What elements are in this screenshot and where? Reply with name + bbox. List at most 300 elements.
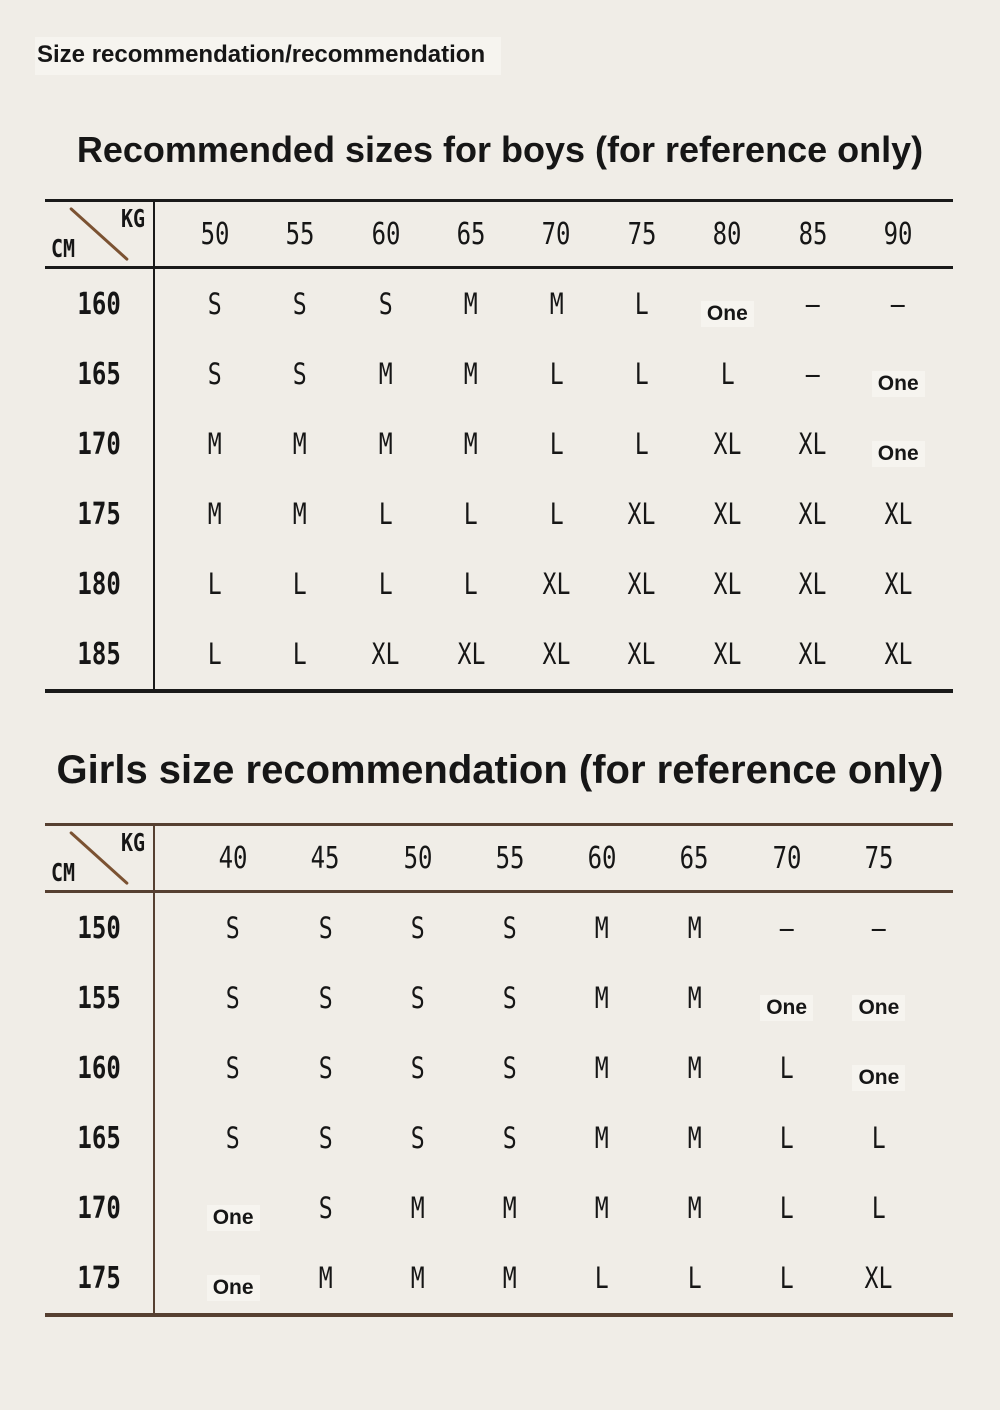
size-value: L (207, 567, 222, 601)
cm-row-label (45, 269, 155, 339)
size-cell (599, 409, 684, 479)
corner-cell (45, 202, 155, 266)
size-cell (257, 479, 342, 549)
size-cell (833, 1033, 925, 1103)
size-value: L (687, 1261, 702, 1295)
diagonal-divider-line (69, 831, 129, 885)
size-value: M (410, 1191, 425, 1225)
size-value: M (687, 1121, 702, 1155)
kg-column-header (372, 826, 464, 890)
size-value: L (779, 1051, 794, 1085)
size-value: M (502, 1191, 517, 1225)
size-value: M (595, 1121, 610, 1155)
size-value: XL (798, 637, 827, 671)
size-cell (685, 479, 770, 549)
kg-column-value: 50 (403, 840, 433, 876)
table-row (45, 1033, 953, 1103)
size-value: M (687, 981, 702, 1015)
size-value: XL (542, 637, 571, 671)
size-value: M (687, 1191, 702, 1225)
size-value: XL (713, 427, 742, 461)
size-cell (464, 1173, 556, 1243)
size-value: – (871, 911, 886, 945)
size-cell (172, 269, 257, 339)
kg-column-header (343, 202, 428, 266)
kg-column-value: 45 (310, 840, 340, 876)
size-cell (599, 479, 684, 549)
size-cell (741, 963, 833, 1033)
kg-column-header (685, 202, 770, 266)
size-value: L (378, 497, 393, 531)
size-value: L (720, 357, 735, 391)
row-cells (155, 1173, 953, 1243)
cm-row-label (45, 1243, 155, 1313)
size-value: XL (713, 497, 742, 531)
size-cell (464, 963, 556, 1033)
size-value: L (779, 1121, 794, 1155)
size-cell (770, 619, 855, 689)
size-cell (372, 1173, 464, 1243)
size-cell (833, 1243, 925, 1313)
size-value: XL (457, 637, 485, 671)
cm-row-value: 165 (77, 1120, 121, 1156)
size-value: L (871, 1191, 886, 1225)
cm-row-value: 175 (77, 496, 121, 532)
size-value: M (293, 427, 308, 461)
size-cell (514, 619, 599, 689)
table-row (45, 963, 953, 1033)
size-value: S (410, 1051, 425, 1085)
row-cells (155, 1103, 953, 1173)
size-cell (257, 409, 342, 479)
table-row (45, 1103, 953, 1173)
size-cell (685, 269, 770, 339)
size-cell (428, 619, 513, 689)
size-cell (187, 1173, 279, 1243)
size-value: M (207, 427, 222, 461)
row-cells (155, 1033, 953, 1103)
size-cell (428, 269, 513, 339)
size-cell (172, 339, 257, 409)
size-cell (172, 479, 257, 549)
size-cell (856, 479, 941, 549)
cm-row-label (45, 339, 155, 409)
size-cell (685, 619, 770, 689)
size-value: XL (798, 497, 827, 531)
size-cell (187, 1103, 279, 1173)
size-value: S (318, 981, 333, 1015)
row-cells (155, 549, 953, 619)
table-row (45, 339, 953, 409)
size-value: – (779, 911, 794, 945)
size-cell (187, 1243, 279, 1313)
size-cell (599, 549, 684, 619)
size-cell (187, 963, 279, 1033)
size-cell (257, 549, 342, 619)
size-value: One (207, 1275, 260, 1301)
size-cell (428, 549, 513, 619)
size-cell (648, 1033, 740, 1103)
size-value: S (318, 1191, 333, 1225)
size-value: S (502, 911, 517, 945)
size-value: S (318, 1051, 333, 1085)
size-cell (770, 269, 855, 339)
size-cell (770, 479, 855, 549)
size-cell (556, 963, 648, 1033)
size-value: One (872, 441, 925, 467)
size-value: L (207, 637, 222, 671)
header-cells (155, 826, 953, 890)
size-cell (833, 1173, 925, 1243)
size-cell (257, 339, 342, 409)
size-value: M (464, 287, 479, 321)
size-value: S (226, 981, 241, 1015)
kg-column-header (464, 826, 556, 890)
size-cell (648, 1243, 740, 1313)
size-cell (257, 269, 342, 339)
size-value: One (207, 1205, 260, 1231)
size-value: S (226, 1051, 241, 1085)
size-value: S (502, 1121, 517, 1155)
size-value: L (634, 427, 649, 461)
kg-column-header (833, 826, 925, 890)
size-cell (685, 549, 770, 619)
table-header-row (45, 826, 953, 893)
cm-row-value: 150 (77, 910, 121, 946)
kg-axis-label: KG (120, 828, 145, 857)
table-row (45, 1173, 953, 1243)
size-cell (372, 893, 464, 963)
size-value: M (687, 1051, 702, 1085)
size-cell (172, 409, 257, 479)
size-value: XL (798, 427, 827, 461)
boys-table-title: Recommended sizes for boys (for reference only) (76, 129, 924, 170)
row-cells (155, 893, 953, 963)
cm-row-label (45, 409, 155, 479)
size-cell (599, 339, 684, 409)
size-cell (741, 1033, 833, 1103)
cm-row-label (45, 1173, 155, 1243)
size-cell (514, 549, 599, 619)
kg-column-value: 75 (864, 840, 894, 876)
boys-size-table (45, 199, 953, 693)
table-row (45, 549, 953, 619)
diagonal-divider-line (69, 207, 129, 261)
size-value: M (318, 1261, 333, 1295)
kg-column-header (556, 826, 648, 890)
size-cell (833, 963, 925, 1033)
cm-row-label (45, 963, 155, 1033)
cm-axis-label: CM (51, 858, 76, 887)
kg-column-value: 55 (495, 840, 525, 876)
size-cell (770, 339, 855, 409)
size-cell (343, 479, 428, 549)
size-value: XL (627, 497, 656, 531)
kg-column-value: 40 (218, 840, 248, 876)
size-cell (556, 1033, 648, 1103)
cm-row-label (45, 1103, 155, 1173)
size-value: One (852, 1065, 905, 1091)
size-cell (279, 893, 371, 963)
size-value: S (226, 911, 241, 945)
size-value: L (779, 1261, 794, 1295)
size-value: XL (542, 567, 571, 601)
size-cell (464, 893, 556, 963)
size-value: L (634, 287, 649, 321)
size-cell (648, 1173, 740, 1243)
size-cell (685, 409, 770, 479)
kg-column-header (279, 826, 371, 890)
table-row (45, 1243, 953, 1313)
size-cell (741, 1103, 833, 1173)
kg-column-header (856, 202, 941, 266)
kg-column-header (741, 826, 833, 890)
header-cells (155, 202, 953, 266)
size-value: S (502, 1051, 517, 1085)
size-value: XL (884, 497, 913, 531)
size-value: XL (864, 1261, 893, 1295)
size-cell (428, 339, 513, 409)
size-value: S (226, 1121, 241, 1155)
table-row (45, 409, 953, 479)
size-value: L (549, 497, 564, 531)
cm-axis-label: CM (51, 234, 76, 263)
size-value: M (595, 1051, 610, 1085)
size-value: M (464, 357, 479, 391)
size-cell (372, 963, 464, 1033)
size-cell (514, 409, 599, 479)
size-cell (343, 409, 428, 479)
size-cell (556, 893, 648, 963)
table-header-row (45, 202, 953, 269)
size-cell (741, 1243, 833, 1313)
size-value: S (502, 981, 517, 1015)
corner-cell (45, 826, 155, 890)
size-cell (343, 619, 428, 689)
size-value: XL (371, 637, 400, 671)
size-value: – (805, 287, 820, 321)
cm-row-value: 170 (77, 1190, 121, 1226)
size-cell (741, 893, 833, 963)
size-value: L (464, 497, 479, 531)
kg-column-value: 80 (712, 216, 742, 252)
size-value: XL (798, 567, 827, 601)
size-value: S (410, 981, 425, 1015)
size-value: XL (884, 637, 913, 671)
size-cell (372, 1103, 464, 1173)
row-cells (155, 339, 953, 409)
size-cell (514, 339, 599, 409)
cm-row-value: 175 (77, 1260, 121, 1296)
size-value: XL (713, 567, 742, 601)
size-cell (428, 409, 513, 479)
cm-row-value: 185 (77, 636, 121, 672)
cm-row-label (45, 893, 155, 963)
size-cell (343, 269, 428, 339)
kg-column-value: 60 (371, 216, 401, 252)
size-cell (856, 549, 941, 619)
kg-column-value: 85 (798, 216, 828, 252)
size-cell (648, 1103, 740, 1173)
size-value: M (378, 427, 393, 461)
size-value: S (318, 1121, 333, 1155)
size-value: L (293, 637, 308, 671)
kg-column-value: 70 (542, 216, 571, 252)
size-value: L (779, 1191, 794, 1225)
size-value: M (207, 497, 222, 531)
cm-row-label (45, 619, 155, 689)
size-value: M (293, 497, 308, 531)
cm-row-label (45, 549, 155, 619)
size-cell (833, 1103, 925, 1173)
size-value: M (464, 427, 479, 461)
cm-row-value: 165 (77, 356, 121, 392)
cm-row-value: 180 (77, 566, 121, 602)
row-cells (155, 409, 953, 479)
size-value: XL (884, 567, 913, 601)
size-value: M (378, 357, 393, 391)
size-value: M (595, 981, 610, 1015)
size-cell (464, 1103, 556, 1173)
size-cell (343, 549, 428, 619)
kg-column-value: 50 (200, 216, 230, 252)
size-value: XL (713, 637, 742, 671)
size-value: M (410, 1261, 425, 1295)
size-value: S (410, 911, 425, 945)
size-cell (372, 1243, 464, 1313)
cm-row-value: 155 (77, 980, 121, 1016)
kg-column-value: 90 (883, 216, 913, 252)
size-cell (464, 1033, 556, 1103)
size-value: S (318, 911, 333, 945)
size-cell (556, 1103, 648, 1173)
size-value: One (760, 995, 813, 1021)
kg-column-header (428, 202, 513, 266)
kg-column-header (599, 202, 684, 266)
kg-column-header (770, 202, 855, 266)
kg-axis-label: KG (120, 204, 145, 233)
size-cell (187, 893, 279, 963)
size-value: L (378, 567, 393, 601)
cm-row-value: 160 (77, 286, 121, 322)
cm-row-value: 160 (77, 1050, 121, 1086)
size-cell (514, 479, 599, 549)
size-cell (833, 893, 925, 963)
size-cell (556, 1173, 648, 1243)
size-cell (556, 1243, 648, 1313)
kg-column-value: 70 (772, 840, 802, 876)
size-cell (770, 409, 855, 479)
size-cell (770, 549, 855, 619)
table-row (45, 893, 953, 963)
size-cell (172, 619, 257, 689)
size-value: S (293, 287, 308, 321)
table-row (45, 269, 953, 339)
size-value: L (549, 427, 564, 461)
size-cell (599, 269, 684, 339)
kg-column-header (172, 202, 257, 266)
row-cells (155, 619, 953, 689)
size-cell (279, 1103, 371, 1173)
size-cell (257, 619, 342, 689)
cm-row-label (45, 1033, 155, 1103)
size-cell (372, 1033, 464, 1103)
row-cells (155, 479, 953, 549)
size-cell (279, 1033, 371, 1103)
size-cell (856, 339, 941, 409)
row-cells (155, 269, 953, 339)
size-cell (279, 1243, 371, 1313)
table-row (45, 619, 953, 689)
kg-column-value: 75 (627, 216, 657, 252)
size-value: L (549, 357, 564, 391)
size-value: One (872, 371, 925, 397)
size-value: L (464, 567, 479, 601)
size-cell (279, 963, 371, 1033)
kg-column-header (257, 202, 342, 266)
kg-column-value: 65 (456, 216, 486, 252)
cm-row-label (45, 479, 155, 549)
size-value: L (595, 1261, 610, 1295)
page-title: Size recommendation/recommendation (35, 37, 501, 75)
size-value: L (871, 1121, 886, 1155)
size-value: XL (627, 567, 656, 601)
size-value: One (701, 301, 754, 327)
size-cell (856, 409, 941, 479)
size-value: One (852, 995, 905, 1021)
size-value: M (595, 911, 610, 945)
cm-row-value: 170 (77, 426, 121, 462)
size-value: – (805, 357, 820, 391)
kg-column-header (187, 826, 279, 890)
size-value: L (634, 357, 649, 391)
kg-column-header (514, 202, 599, 266)
size-cell (187, 1033, 279, 1103)
size-cell (685, 339, 770, 409)
size-value: M (595, 1191, 610, 1225)
size-cell (599, 619, 684, 689)
size-cell (279, 1173, 371, 1243)
row-cells (155, 963, 953, 1033)
kg-column-value: 55 (285, 216, 315, 252)
table-row (45, 479, 953, 549)
size-value: S (378, 287, 393, 321)
size-cell (343, 339, 428, 409)
size-value: M (687, 911, 702, 945)
size-value: S (410, 1121, 425, 1155)
size-value: S (293, 357, 308, 391)
size-cell (741, 1173, 833, 1243)
size-value: XL (627, 637, 656, 671)
size-cell (172, 549, 257, 619)
size-value: L (293, 567, 308, 601)
kg-column-value: 65 (679, 840, 709, 876)
size-cell (856, 269, 941, 339)
size-value: M (502, 1261, 517, 1295)
size-value: M (549, 287, 564, 321)
size-cell (464, 1243, 556, 1313)
size-cell (514, 269, 599, 339)
kg-column-value: 60 (587, 840, 617, 876)
girls-table-title: Girls size recommendation (for reference only) (56, 748, 944, 792)
size-cell (648, 893, 740, 963)
girls-size-table (45, 823, 953, 1317)
size-value: S (207, 287, 222, 321)
size-cell (648, 963, 740, 1033)
size-cell (428, 479, 513, 549)
row-cells (155, 1243, 953, 1313)
size-value: – (891, 287, 906, 321)
